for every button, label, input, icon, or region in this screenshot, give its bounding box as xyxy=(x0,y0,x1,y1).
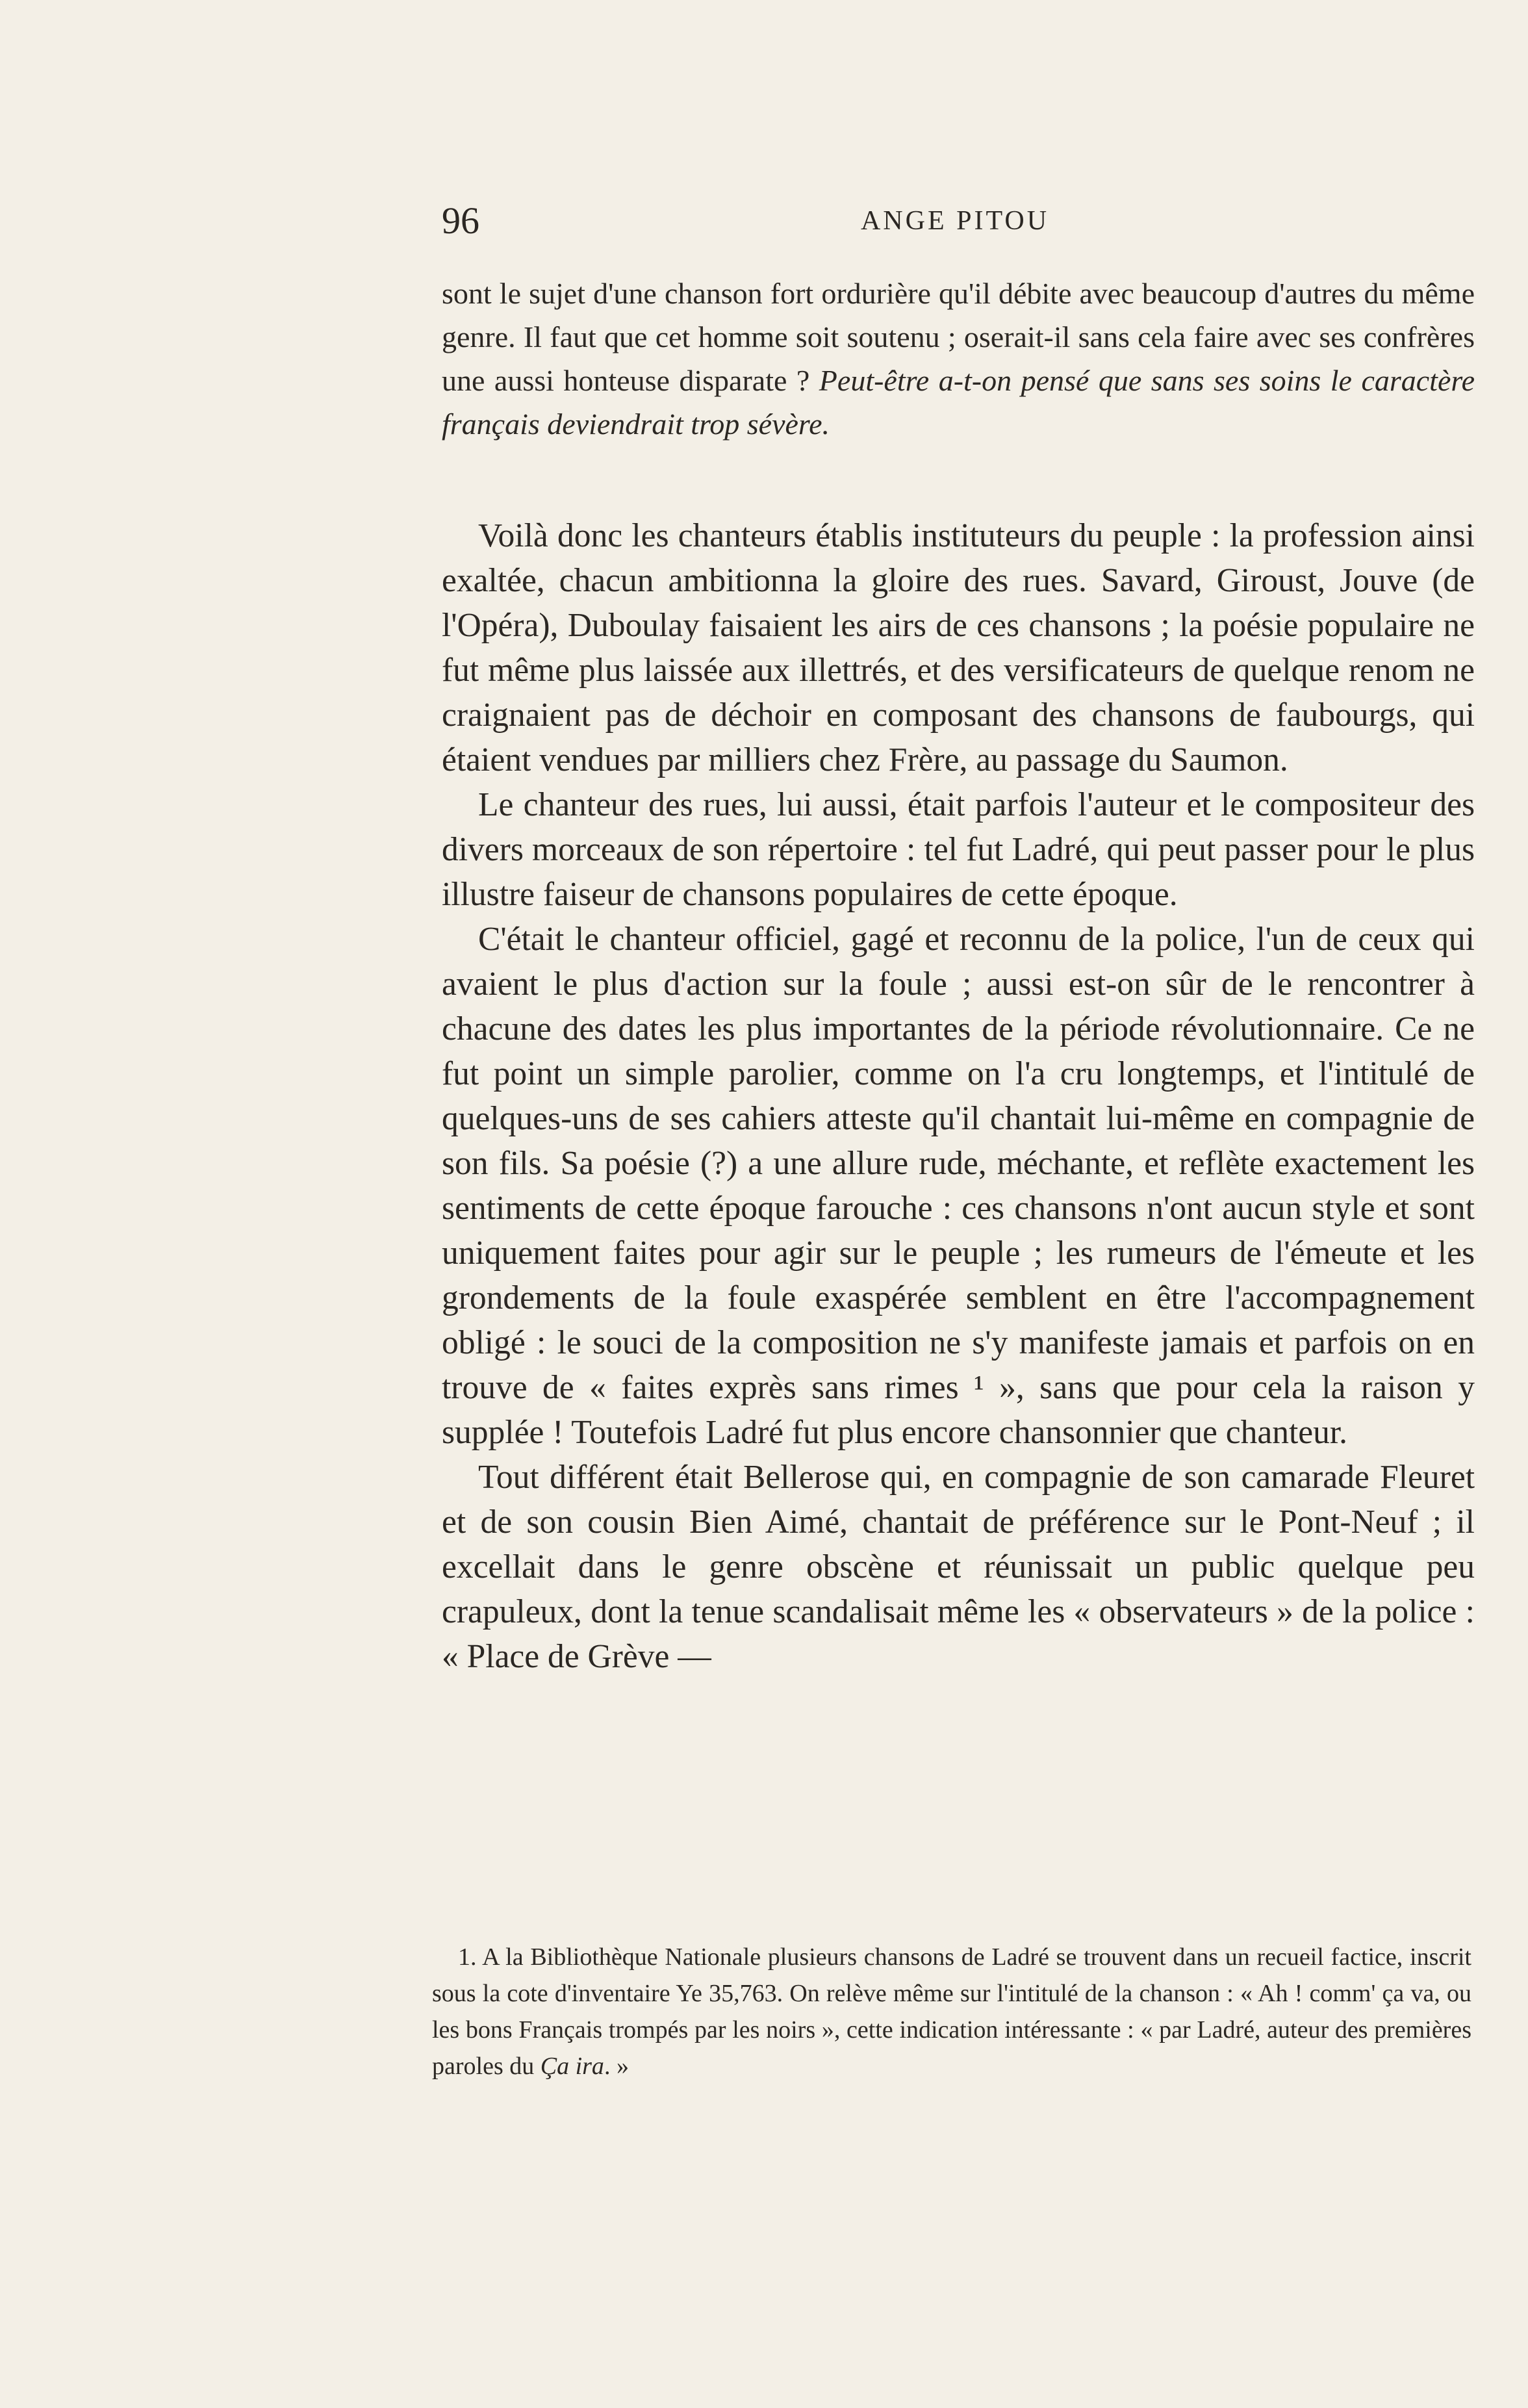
footnote-1 xyxy=(432,1939,1471,2084)
footnotes xyxy=(432,1939,1471,2084)
footnote-text: 1. A la Bibliothèque Nationale plusieurs chansons de Ladré se trouvent dans un recueil factice, inscrit sous la cote d'inventaire Ye 35,763. On relève même sur l'intitulé de la chanson : « Ah ! comm' ça va, ou les bons Français trompés par les noirs », cette indication intéressante : « par Ladré, auteur des premières paroles du xyxy=(432,1943,1471,2080)
paragraph-4: Tout différent était Bellerose qui, en compagnie de son camarade Fleuret et de son cousin Bien Aimé, chantait de préférence sur le Pont-Neuf ; il excellait dans le genre obscène et réunissait un public quelque peu crapuleux, dont la tenue scandalisait même les « observateurs » de la police : « Place de Grève — xyxy=(442,1459,1475,1675)
main-text-block xyxy=(442,513,1475,1679)
opening-paragraph xyxy=(442,272,1475,446)
opening-text: sont le sujet d'une chanson fort ordurière qu'il débite avec beaucoup d'autres du même genre. Il faut que cet homme soit soutenu ; oserait-il sans cela faire avec ses confrères une aussi honteuse disparate ? xyxy=(442,277,1475,397)
page-number: 96 xyxy=(442,199,479,242)
paragraph-1: Voilà donc les chanteurs établis instituteurs du peuple : la profession ainsi exaltée, chacun ambitionna la gloire des rues. Savard, Giroust, Jouve (de l'Opéra), Duboulay faisaient les airs de ces chansons ; la poésie populaire ne fut même plus laissée aux illettrés, et des versificateurs de quelque renom ne craignaient pas de déchoir en composant des chansons de faubourgs, qui étaient vendues par milliers chez Frère, au passage du Saumon. xyxy=(442,517,1475,778)
opening-paragraph-block xyxy=(442,272,1475,446)
page-header xyxy=(442,195,1468,247)
running-title: ANGE PITOU xyxy=(860,206,1050,236)
footnote-text-end: . » xyxy=(604,2053,629,2080)
opening-italic-text: Peut-être a-t-on pensé que sans ses soins le caractère français deviendrait trop sévère. xyxy=(442,364,1475,441)
paragraph-2: Le chanteur des rues, lui aussi, était parfois l'auteur et le compositeur des divers morceaux de son répertoire : tel fut Ladré, qui peut passer pour le plus illustre faiseur de chansons populaires de cette époque. xyxy=(442,786,1475,913)
paragraph-3: C'était le chanteur officiel, gagé et reconnu de la police, l'un de ceux qui avaient le plus d'action sur la foule ; aussi est-on sûr de le rencontrer à chacune des dates les plus importantes de la période révolutionnaire. Ce ne fut point un simple parolier, comme on l'a cru longtemps, et l'intitulé de quelques-uns de ses cahiers atteste qu'il chantait lui-même en compagnie de son fils. Sa poésie (?) a une allure rude, méchante, et reflète exactement les sentiments de cette époque farouche : ces chansons n'ont aucun style et sont uniquement faites pour agir sur le peuple ; les rumeurs de l'émeute et les grondements de la foule exaspérée semblent en être l'accompagnement obligé : le souci de la composition ne s'y manifeste jamais et parfois on en trouve de « faites exprès sans rimes ¹ », sans que pour cela la raison y supplée ! Toutefois Ladré fut plus encore chansonnier que chanteur. xyxy=(442,921,1475,1451)
footnote-italic-title: Ça ira xyxy=(540,2053,604,2080)
